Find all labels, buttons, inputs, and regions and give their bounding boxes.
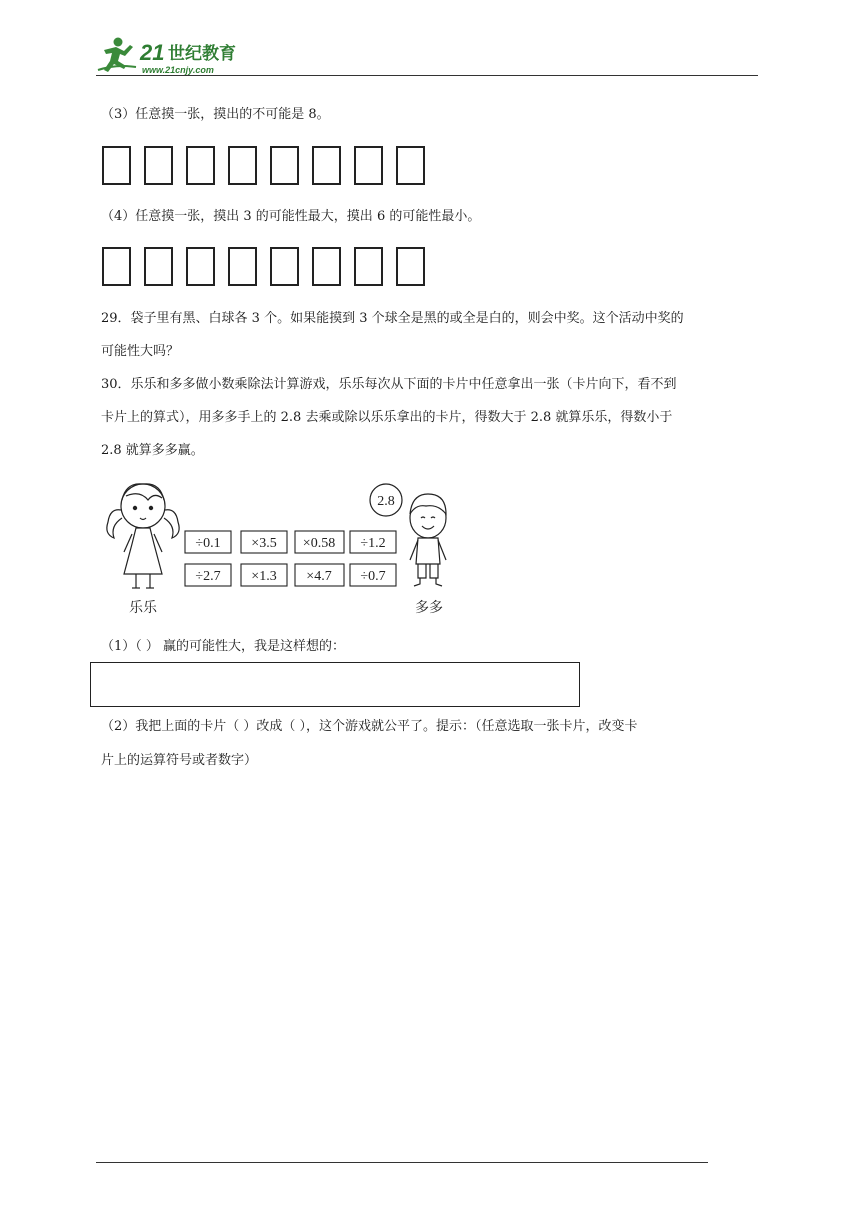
blank-card-box[interactable] (354, 247, 383, 286)
blank-card-box[interactable] (270, 247, 299, 286)
blank-card-box[interactable] (228, 146, 257, 185)
card-5: ÷2.7 (195, 569, 221, 584)
card-6: ×1.3 (251, 569, 277, 584)
q29-block (101, 302, 761, 368)
girl-name-label: 乐乐 (129, 600, 157, 616)
q30-figure (96, 478, 456, 620)
girl-lele-illustration (107, 484, 179, 588)
q30-block (101, 368, 761, 467)
q30-sub2-block (101, 710, 761, 778)
blank-card-box[interactable] (270, 146, 299, 185)
blank-card-box[interactable] (102, 146, 131, 185)
boy-duoduo-illustration (410, 494, 446, 586)
blank-card-box[interactable] (312, 146, 341, 185)
blank-card-box[interactable] (144, 146, 173, 185)
q30-line2: 卡片上的算式），用多多手上的 2.8 去乘或除以乐乐拿出的卡片，得数大于 2.8 就算乐乐，得数小于 (101, 410, 673, 425)
q29-line2: 可能性大吗？ (101, 344, 180, 359)
card-7: ×4.7 (306, 569, 332, 584)
q28-sub3-card-boxes (102, 146, 425, 185)
blank-card-box[interactable] (312, 247, 341, 286)
card-2: ×3.5 (251, 536, 277, 551)
bubble-value: 2.8 (377, 494, 395, 509)
q30-sub2-line1: （2）我把上面的卡片（ ）改成（ ），这个游戏就公平了。提示：（任意选取一张卡片，改变卡 (101, 719, 638, 734)
card-4: ÷1.2 (360, 536, 386, 551)
card-3: ×0.58 (302, 536, 336, 551)
footer-rule (96, 1162, 708, 1163)
q30-sub2-line2: 片上的运算符号或者数字） (101, 753, 258, 768)
q28-sub3-text: （3）任意摸一张，摸出的不可能是 8。 (101, 107, 330, 122)
q30-sub1-text: （1）（ ） 赢的可能性大，我是这样想的： (101, 639, 346, 654)
q30-line3: 2.8 就算多多赢。 (101, 443, 204, 458)
blank-card-box[interactable] (102, 247, 131, 286)
q29-line1: 29．袋子里有黑、白球各 3 个。如果能摸到 3 个球全是黑的或全是白的，则会中奖。这个活动中奖的 (101, 311, 684, 326)
blank-card-box[interactable] (186, 247, 215, 286)
header-rule (96, 75, 758, 76)
card-8: ÷0.7 (360, 569, 386, 584)
svg-text:www.21cnjy.com: www.21cnjy.com (142, 65, 214, 75)
blank-card-box[interactable] (228, 247, 257, 286)
blank-card-box[interactable] (186, 146, 215, 185)
blank-card-box[interactable] (396, 146, 425, 185)
site-logo (96, 36, 266, 78)
q28-sub4-card-boxes (102, 247, 425, 286)
card-1: ÷0.1 (195, 536, 221, 551)
q30-line1: 30．乐乐和多多做小数乘除法计算游戏，乐乐每次从下面的卡片中任意拿出一张（卡片向下，看不到 (101, 377, 677, 392)
q28-sub4-text: （4）任意摸一张，摸出 3 的可能性最大，摸出 6 的可能性最小。 (101, 209, 481, 224)
blank-card-box[interactable] (396, 247, 425, 286)
boy-name-label: 多多 (415, 600, 443, 616)
blank-card-box[interactable] (354, 146, 383, 185)
svg-text:世纪教育: 世纪教育 (168, 44, 236, 64)
blank-card-box[interactable] (144, 247, 173, 286)
svg-text:21: 21 (140, 40, 165, 65)
q30-answer-box[interactable] (90, 662, 580, 707)
